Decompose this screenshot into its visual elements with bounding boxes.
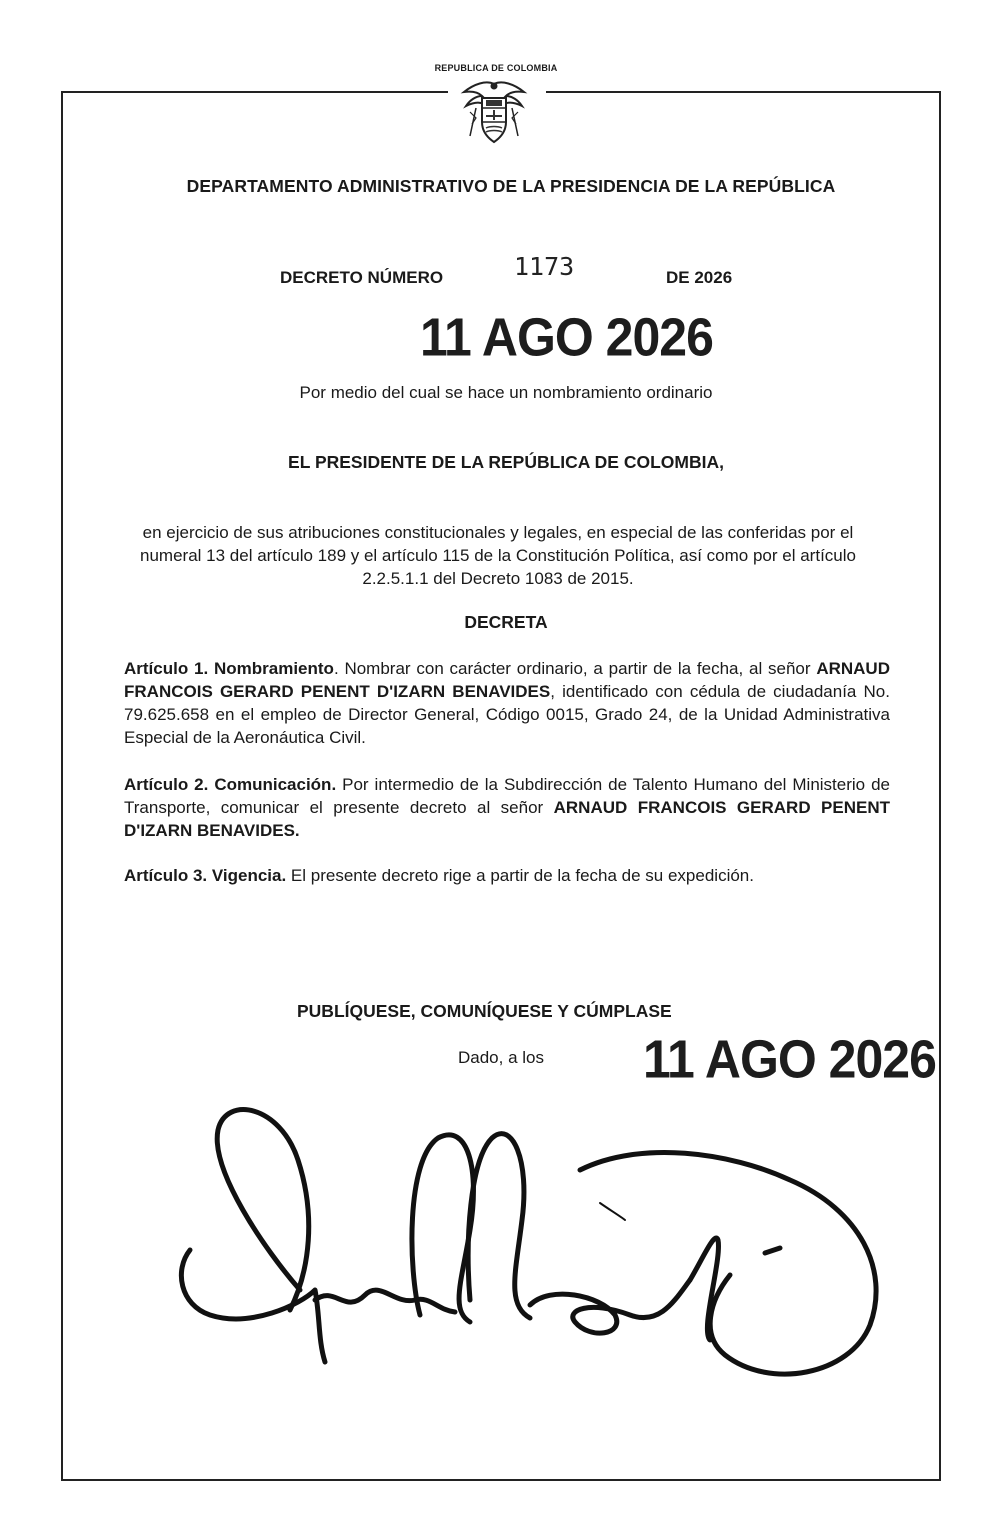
appointee-name: ARNAUD FRANCOIS GERARD PENENT D'IZARN BENAVIDES <box>124 659 890 701</box>
date-stamp-top: 11 AGO 2026 <box>420 306 713 368</box>
date-stamp-bottom: 11 AGO 2026 <box>643 1028 936 1090</box>
republic-label: REPUBLICA DE COLOMBIA <box>434 63 558 73</box>
article-text: , identificado con cédula de ciudadanía No. 79.625.658 en el empleo de Director General, Código 0015, Grado 24, de la Unidad Administrativa Especial de la Aeronáutica Civil. <box>124 682 890 747</box>
preamble-paragraph: en ejercicio de sus atribuciones constitucionales y legales, en especial de las conferidas por el numeral 13 del artículo 189 y el artículo 115 de la Constitución Política, así como por el artículo 2.2.5.1.1 del Decreto 1083 de 2015. <box>140 523 856 588</box>
appointee-name: ARNAUD FRANCOIS GERARD PENENT D'IZARN BENAVIDES. <box>124 798 890 840</box>
article-title: Artículo 1. Nombramiento <box>124 659 334 678</box>
decree-number-label: DECRETO NÚMERO <box>280 268 444 287</box>
article-1 <box>124 657 890 749</box>
department-heading: DEPARTAMENTO ADMINISTRATIVO DE LA PRESIDENCIA DE LA REPÚBLICA <box>186 176 836 196</box>
given-label: Dado, a los <box>458 1048 544 1067</box>
decree-purpose: Por medio del cual se hace un nombramiento ordinario <box>299 383 713 402</box>
authority-heading: EL PRESIDENTE DE LA REPÚBLICA DE COLOMBIA, <box>288 452 724 472</box>
article-2 <box>124 773 890 842</box>
coat-of-arms-icon <box>456 78 532 146</box>
article-text: El presente decreto rige a partir de la fecha de su expedición. <box>290 866 754 885</box>
decreta-heading: DECRETA <box>464 612 548 632</box>
article-sep: . <box>333 659 345 678</box>
decree-number: 1173 <box>514 252 575 281</box>
article-text: Por intermedio de la Subdirección de Talento Humano del Ministerio de Transporte, comunicar el presente decreto al señor <box>124 775 890 817</box>
article-title: Artículo 2. Comunicación. <box>124 775 337 794</box>
decree-year-label: DE 2026 <box>666 268 733 287</box>
article-3 <box>124 864 890 887</box>
article-title: Artículo 3. Vigencia. <box>124 866 287 885</box>
article-text: Nombrar con carácter ordinario, a partir de la fecha, al señor <box>344 659 817 678</box>
closing-formula: PUBLÍQUESE, COMUNÍQUESE Y CÚMPLASE <box>297 1001 672 1021</box>
handwritten-signature <box>170 1100 900 1390</box>
